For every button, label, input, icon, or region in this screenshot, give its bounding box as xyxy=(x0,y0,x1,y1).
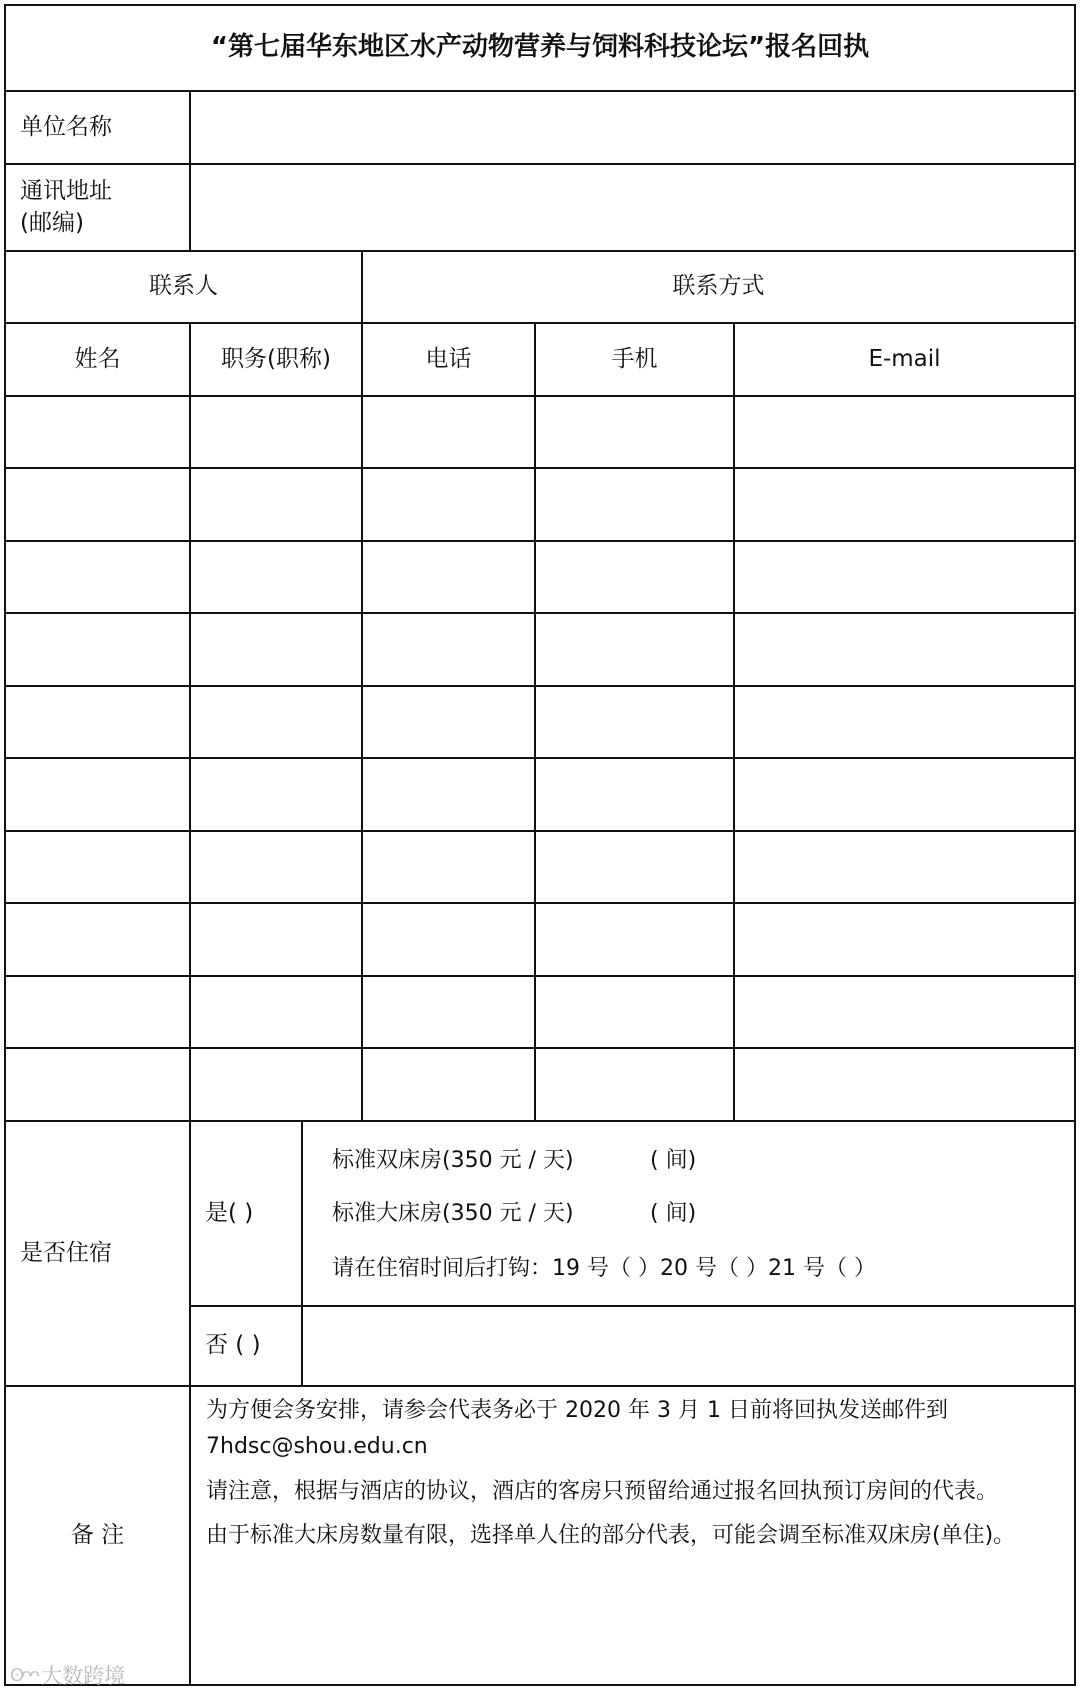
attendee-name-cell[interactable] xyxy=(6,469,189,539)
remarks-paragraph: 请注意，根据与酒店的协议，酒店的客房只预留给通过报名回执预订房间的代表。 xyxy=(206,1478,999,1504)
attendee-email-cell[interactable] xyxy=(735,542,1074,612)
unit-name-field[interactable] xyxy=(191,92,1074,163)
attendee-position-cell[interactable] xyxy=(191,759,361,829)
watermark xyxy=(10,1660,125,1690)
attendee-mobile-cell[interactable] xyxy=(536,397,733,467)
attendee-mobile-cell[interactable] xyxy=(536,1049,733,1119)
attendee-name-cell[interactable] xyxy=(6,832,189,902)
twin-room-count[interactable]: ( 间) xyxy=(650,1148,697,1173)
attendee-mobile-cell[interactable] xyxy=(536,542,733,612)
address-label-line1: 通讯地址 xyxy=(20,178,112,205)
attendee-name-cell[interactable] xyxy=(6,614,189,684)
attendee-phone-cell[interactable] xyxy=(363,1049,534,1119)
column-header-email: E-mail xyxy=(868,345,941,372)
remarks-text xyxy=(206,1393,1066,1554)
column-header-name: 姓名 xyxy=(74,345,121,372)
attendee-position-cell[interactable] xyxy=(191,469,361,539)
attendee-email-cell[interactable] xyxy=(735,614,1074,684)
attendee-email-cell[interactable] xyxy=(735,832,1074,902)
attendee-phone-cell[interactable] xyxy=(363,977,534,1047)
attendee-email-cell[interactable] xyxy=(735,977,1074,1047)
attendee-position-cell[interactable] xyxy=(191,687,361,757)
attendee-mobile-cell[interactable] xyxy=(536,904,733,974)
attendee-name-cell[interactable] xyxy=(6,904,189,974)
attendee-email-cell[interactable] xyxy=(735,687,1074,757)
contact-method-header: 联系方式 xyxy=(672,273,765,300)
remarks-paragraph: 由于标准大床房数量有限，选择单人住的部分代表，可能会调至标准双床房(单住)。 xyxy=(206,1522,1016,1548)
attendee-phone-cell[interactable] xyxy=(363,397,534,467)
attendee-name-cell[interactable] xyxy=(6,759,189,829)
accommodation-yes-option[interactable]: 是( ) xyxy=(205,1199,254,1226)
address-field[interactable] xyxy=(191,165,1074,250)
attendee-phone-cell[interactable] xyxy=(363,469,534,539)
address-label-line2: (邮编) xyxy=(20,209,84,236)
accommodation-no-option[interactable]: 否 ( ) xyxy=(205,1332,261,1359)
attendee-position-cell[interactable] xyxy=(191,614,361,684)
rule xyxy=(190,1305,1076,1307)
attendee-name-cell[interactable] xyxy=(6,397,189,467)
attendee-email-cell[interactable] xyxy=(735,469,1074,539)
rule xyxy=(1074,4,1076,1686)
attendee-name-cell[interactable] xyxy=(6,1049,189,1119)
attendee-position-cell[interactable] xyxy=(191,904,361,974)
twin-room-line xyxy=(332,1143,696,1174)
attendee-phone-cell[interactable] xyxy=(363,904,534,974)
attendee-email-cell[interactable] xyxy=(735,1049,1074,1119)
rule xyxy=(4,1684,1076,1686)
attendee-phone-cell[interactable] xyxy=(363,759,534,829)
attendee-position-cell[interactable] xyxy=(191,832,361,902)
attendee-mobile-cell[interactable] xyxy=(536,687,733,757)
attendee-phone-cell[interactable] xyxy=(363,832,534,902)
attendee-name-cell[interactable] xyxy=(6,542,189,612)
attendee-phone-cell[interactable] xyxy=(363,687,534,757)
attendee-phone-cell[interactable] xyxy=(363,542,534,612)
attendee-mobile-cell[interactable] xyxy=(536,977,733,1047)
stay-dates-line[interactable]: 请在住宿时间后打钩：19 号（ ）20 号（ ）21 号（ ） xyxy=(332,1256,876,1281)
attendee-position-cell[interactable] xyxy=(191,1049,361,1119)
attendee-email-cell[interactable] xyxy=(735,397,1074,467)
unit-name-label: 单位名称 xyxy=(20,113,112,140)
weibo-eye-icon: ʘᴖᴖ xyxy=(10,1664,38,1686)
attendee-phone-cell[interactable] xyxy=(363,614,534,684)
rule xyxy=(301,1120,303,1386)
attendee-mobile-cell[interactable] xyxy=(536,469,733,539)
accommodation-label: 是否住宿 xyxy=(20,1239,112,1266)
attendee-name-cell[interactable] xyxy=(6,977,189,1047)
column-header-mobile: 手机 xyxy=(611,345,658,372)
king-room-count[interactable]: ( 间) xyxy=(650,1201,697,1226)
attendee-email-cell[interactable] xyxy=(735,904,1074,974)
attendee-email-cell[interactable] xyxy=(735,759,1074,829)
attendee-mobile-cell[interactable] xyxy=(536,614,733,684)
attendee-mobile-cell[interactable] xyxy=(536,759,733,829)
contact-person-header: 联系人 xyxy=(149,273,218,300)
attendee-position-cell[interactable] xyxy=(191,542,361,612)
form-title: “第七届华东地区水产动物营养与饲料科技论坛”报名回执 xyxy=(210,32,870,63)
attendee-position-cell[interactable] xyxy=(191,397,361,467)
column-header-phone: 电话 xyxy=(425,345,472,372)
king-room-text: 标准大床房(350 元 / 天) xyxy=(332,1201,574,1226)
watermark-text: 大数跨境 xyxy=(41,1664,126,1688)
twin-room-text: 标准双床房(350 元 / 天) xyxy=(332,1148,574,1173)
attendee-position-cell[interactable] xyxy=(191,977,361,1047)
column-header-position: 职务(职称) xyxy=(221,345,331,372)
address-label xyxy=(6,165,189,250)
attendee-mobile-cell[interactable] xyxy=(536,832,733,902)
remarks-label: 备 注 xyxy=(70,1521,125,1548)
king-room-line xyxy=(332,1196,696,1227)
attendee-name-cell[interactable] xyxy=(6,687,189,757)
remarks-paragraph: 为方便会务安排，请参会代表务必于 2020 年 3 月 1 日前将回执发送邮件到 7hdsc@shou.edu.cn xyxy=(206,1398,948,1460)
